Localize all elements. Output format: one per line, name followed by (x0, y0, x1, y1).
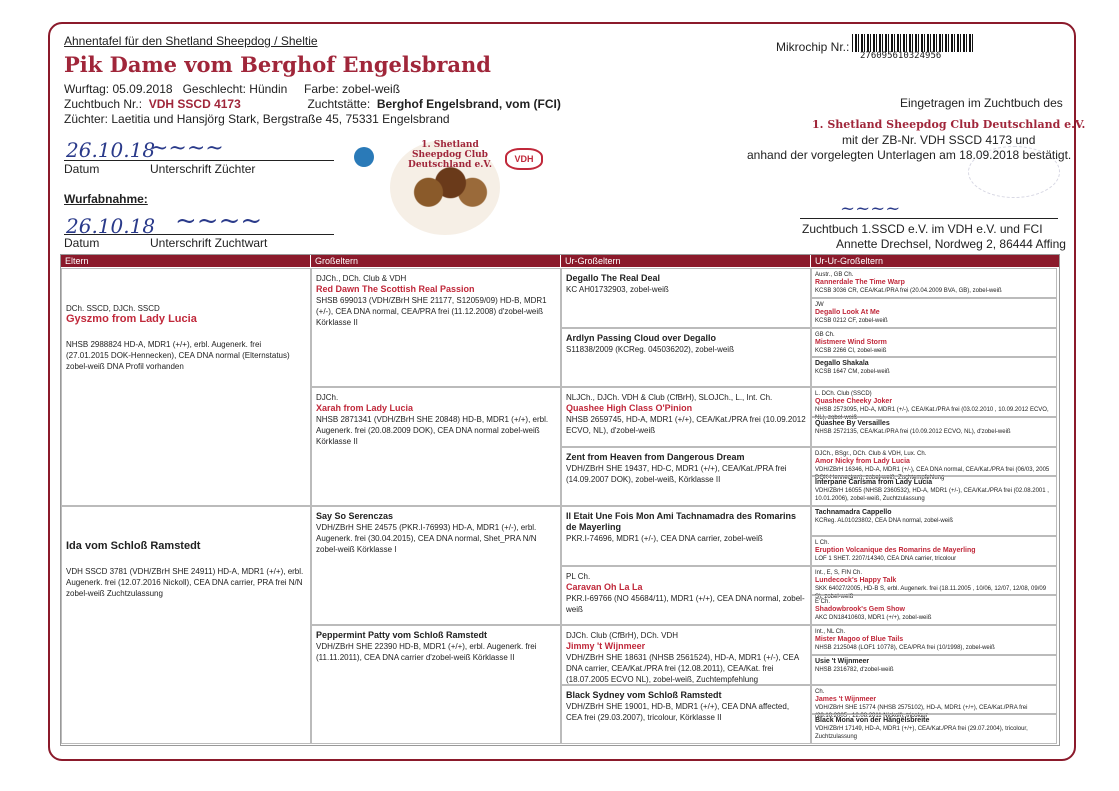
great-great-grandparent: Usie 't Wijnmeer NHSB 2316782, d'zobel-weiß (811, 655, 1057, 685)
parent-sire: DCh. SSCD, DJCh. SSCD Gyszmo from Lady Lucia NHSB 2988824 HD-A, MDR1 (+/+), erbl. Augenerk. frei (27.01.2015 DOK-Hennecken), CEA DNA normal (Elternstatus) zobel-weiß DNA Profil vorhanden (61, 268, 311, 506)
great-great-grandparent: GB Ch. Mistmere Wind Storm KCSB 2266 CI, zobel-weiß (811, 328, 1057, 358)
col-header-ururgrosseltern: Ur-Ur-Großeltern (811, 255, 1059, 267)
great-great-grandparent: L. DCh. Club (SSCD) Quashee Cheeky Joker NHSB 2573095, HD-A, MDR1 (+/-), CEA/Kat./PRA frei (03.02.2010 , 10.09.2012 ECVO, NL), zobel-weiß (811, 387, 1057, 417)
great-great-grandparent: Int., E, S, FIN Ch. Lundecock's Happy Talk SKK 64027/2005, HD-B S, erbl. Augenerk. frei (18.11.2005 , 10/06, 12/07, 12/08, 09/09 S), zobel-weiß (811, 566, 1057, 596)
great-great-grandparent: Tachnamadra Cappello KCReg. AL01023802, CEA DNA normal, zobel-weiß (811, 506, 1057, 536)
great-grandparent: PL Ch. Caravan Oh La La PKR.I-69766 (NO 45684/11), MDR1 (+/+), CEA DNA normal, zobel-weiß (561, 566, 811, 626)
sig-line-breeder (64, 160, 334, 161)
great-great-grandparent: Austr., GB Ch. Rannerdale The Time Warp KCSB 3036 CR, CEA/Kat./PRA frei (20.04.2009 BVA, GB), zobel-weiß (811, 268, 1057, 298)
parent-dam: Ida vom Schloß Ramstedt VDH SSCD 3781 (VDH/ZBrH SHE 24911) HD-A, MDR1 (+/+), erbl. Augenerk. frei (12.07.2016 Nickoll), CEA DNA carrier, PRA frei N/N zobel-weiß Zuchtzulassung (61, 506, 311, 744)
registry-number: mit der ZB-Nr. VDH SSCD 4173 und (842, 133, 1036, 147)
col-header-grosseltern: Großeltern (311, 255, 560, 267)
great-grandparent: Ardlyn Passing Cloud over Degallo S11838/2009 (KCReg. 045036202), zobel-weiß (561, 328, 811, 388)
date-warden: 26.10.18 (66, 214, 156, 238)
great-great-grandparent: Interpane Carisma from Lady Lucia VDH/ZBrH 16055 (NHSB 2360532), HD-A, MDR1 (+/-), CEA/Kat./PRA frei (02.08.2001 , 10.01.2006), zobel-weiß, Zuchtzulassung (811, 476, 1057, 506)
wurfabnahme-label: Wurfabnahme: (64, 192, 148, 206)
grandparent-3: Say So Serenczas VDH/ZBrH SHE 24575 (PKR.I-76993) HD-A, MDR1 (+/-), erbl. Augenerk. frei (30.04.2015), CEA DNA normal, Shet_PRA N/N zobel-weiß Körklasse I (311, 506, 561, 625)
dog-name: Pik Dame vom Berghof Engelsbrand (64, 52, 491, 77)
great-great-grandparent: L Ch. Eruption Volcanique des Romarins de Mayerling LOF 1 SHET. 2207/14340, CEA DNA carrier, tricolour (811, 536, 1057, 566)
great-grandparent: NLJCh., DJCh. VDH & Club (CfBrH), SLOJCh., L., Int. Ch. Quashee High Class O'Pinion NHSB 2659745, HD-A, MDR1 (+/+), CEA/Kat./PRA frei (10.09.2012 ECVO, NL), d'zobel-weiß (561, 387, 811, 447)
vdh-logo: VDH (505, 148, 543, 170)
zuchtbuch-line: Zuchtbuch 1.SSCD e.V. im VDH e.V. und FCI (802, 222, 1043, 236)
club-stamp (968, 146, 1060, 198)
barcode (852, 34, 974, 52)
col-header-eltern: Eltern (61, 255, 310, 267)
grandparent-2: DJCh. Xarah from Lady Lucia NHSB 2871341 (VDH/ZBrH SHE 20848) HD-B, MDR1 (+/+), erbl. Augenerk. frei (20.08.2009 DOK), CEA DNA normal zobel-weiß Körklasse II (311, 387, 561, 506)
great-great-grandparent: JW Degallo Look At Me KCSB 0212 CF, zobel-weiß (811, 298, 1057, 328)
sig-line-warden (64, 234, 334, 235)
date-breeder: 26.10.18 (66, 138, 156, 162)
document-title: Ahnentafel für den Shetland Sheepdog / Sheltie (64, 34, 318, 48)
registry-club: 1. Shetland Sheepdog Club Deutschland e.V. (812, 118, 1086, 131)
warden-address: Annette Drechsel, Nordweg 2, 86444 Affing (836, 237, 1066, 251)
col-header-urgrosseltern: Ur-Großeltern (561, 255, 810, 267)
great-great-grandparent: E Ch. Shadowbrook's Gem Show AKC DN18410603, MDR1 (+/+), zobel-weiß (811, 595, 1057, 625)
litter-line: Wurftag: 05.09.2018 Geschlecht: Hündin Farbe: zobel-weiß (64, 82, 401, 96)
great-great-grandparent: Ch. James 't Wijnmeer VDH/ZBrH SHE 15774 (NHSB 2575102), HD-A, MDR1 (+/+), CEA/Kat./PRA frei (28.10.2005 , 12.08.2011 Nickoll), tricolour (811, 685, 1057, 715)
great-great-grandparent: Black Mona von der Hängelsbreite VDH/ZBrH 17149, HD-A, MDR1 (+/+), CEA/Kat./PRA frei (29.07.2004), tricolour, Zuchtzulassung (811, 714, 1057, 744)
breeder-line: Züchter: Laetitia und Hansjörg Stark, Bergstraße 45, 75331 Engelsbrand (64, 112, 450, 126)
registry-signature: ~~~~ (840, 198, 901, 219)
great-grandparent: Degallo The Real Deal KC AH01732903, zobel-weiß (561, 268, 811, 328)
unterschrift-zuechter-label: Unterschrift Züchter (150, 162, 256, 176)
grandparent-1: DJCh., DCh. Club & VDH Red Dawn The Scottish Real Passion SHSB 699013 (VDH/ZBrH SHE 21177, S12059/09) HD-B, MDR1 (+/-), CEA DNA normal, CEA/PRA frei (11.12.2008) d'zobel-weiß Körklasse II (311, 268, 561, 387)
great-great-grandparent: Degallo Shakala KCSB 1647 CM, zobel-weiß (811, 357, 1057, 387)
unterschrift-zuchtwart-label: Unterschrift Zuchtwart (150, 236, 268, 250)
great-grandparent: DJCh. Club (CfBrH), DCh. VDH Jimmy 't Wijnmeer VDH/ZBrH SHE 18631 (NHSB 2561524), HD-A, MDR1 (+/-), CEA DNA carrier, CEA/Kat./PRA frei (12.08.2011), CEA/Kat. frei (18.07.2005 ECVO NL), zobel-weiß, Zuchtempfehlung (561, 625, 811, 685)
club-logo-text: 1. Shetland Sheepdog Club Deutschland e.V. (408, 140, 492, 170)
datum-label-2: Datum (64, 236, 100, 250)
sig-line-registry (800, 218, 1058, 219)
datum-label-1: Datum (64, 162, 100, 176)
great-great-grandparent: Int., NL Ch. Mister Magoo of Blue Tails NHSB 2125048 (LOF1 10778), CEA/PRA frei (10/1998), zobel-weiß (811, 625, 1057, 655)
grandparent-4: Peppermint Patty vom Schloß Ramstedt VDH/ZBrH SHE 22390 HD-B, MDR1 (+/+), erbl. Augenerk. frei (11.11.2011), CEA DNA carrier d'zobel-weiß Körklasse II (311, 625, 561, 744)
great-grandparent: Black Sydney vom Schloß Ramstedt VDH/ZBrH SHE 19001, HD-B, MDR1 (+/+), CEA DNA affected, CEA frei (29.03.2007), tricolour, Körklasse II (561, 685, 811, 745)
great-grandparent: Zent from Heaven from Dangerous Dream VDH/ZBrH SHE 19437, HD-C, MDR1 (+/+), CEA/Kat./PRA frei (14.09.2007 DOK), zobel-weiß, Körklasse II (561, 447, 811, 507)
great-great-grandparent: Quashee By Versailles NHSB 2572135, CEA/Kat./PRA frei (10.09.2012 ECVO, NL), d'zobel-weiß (811, 417, 1057, 447)
microchip-label: Mikrochip Nr.: (776, 40, 850, 54)
fci-globe-icon (354, 147, 374, 167)
registry-confirmation: anhand der vorgelegten Unterlagen am 18.09.2018 bestätigt. (747, 148, 1072, 162)
great-grandparent: Il Etait Une Fois Mon Ami Tachnamadra des Romarins de Mayerling PKR.I-74696, MDR1 (+/-), CEA DNA carrier, zobel-weiß (561, 506, 811, 566)
breeder-signature: ~~~~ (150, 136, 224, 161)
studbook-line: Zuchtbuch Nr.: VDH SSCD 4173 Zuchtstätte: Berghof Engelsbrand, vom (FCI) (64, 97, 561, 111)
registry-intro: Eingetragen im Zuchtbuch des (900, 96, 1063, 110)
warden-signature: ~~~~ (175, 206, 263, 236)
great-great-grandparent: DJCh., BSgr., DCh. Club & VDH, Lux. Ch. Amor Nicky from Lady Lucia VDH/ZBrH 16346, HD-A, MDR1 (+/-), CEA DNA normal, CEA/Kat./PRA frei (06/03, 2005 DOK-Hennecken), zobel-weiß, Zuchtempfehlung (811, 447, 1057, 477)
microchip-number: 276095610324956 (860, 51, 942, 61)
pedigree-table (60, 254, 1060, 746)
